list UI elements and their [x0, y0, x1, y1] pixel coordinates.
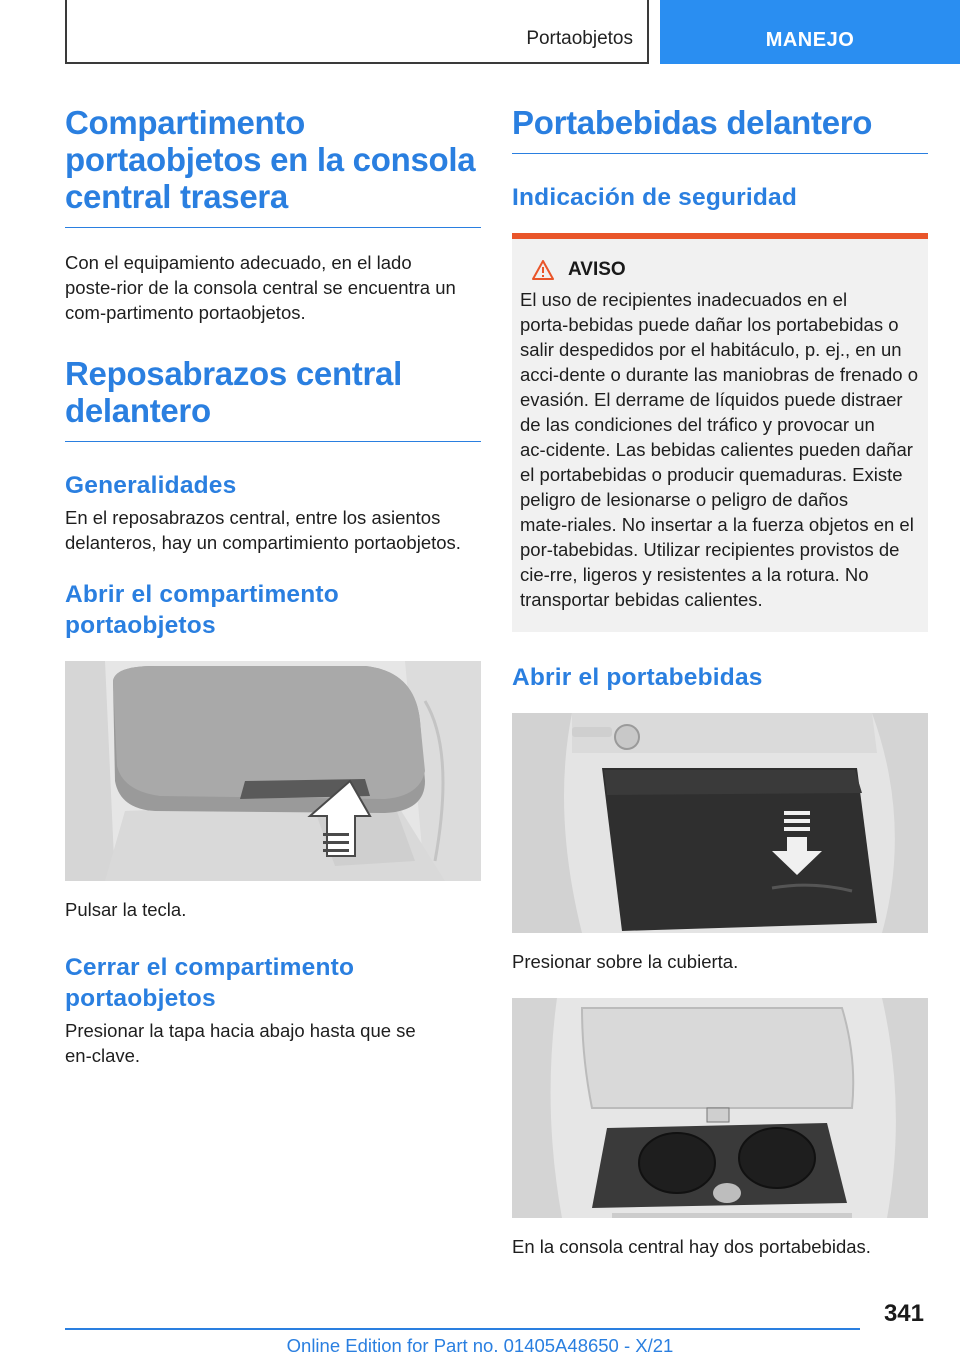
heading-front-cupholder: Portabebidas delantero	[512, 104, 928, 154]
header-chapter-label: MANEJO	[765, 29, 855, 51]
text-general: En el reposabrazos central, entre los asientos delanteros, hay un compartimiento portaobjetos.	[65, 507, 461, 553]
text-close-compartment: Presionar la tapa hacia abajo hasta que se en‑clave.	[65, 1020, 416, 1066]
cupholders-open-image	[512, 998, 928, 1218]
header-chapter-tab	[660, 0, 960, 64]
left-column	[65, 104, 481, 1068]
page-number: 341	[883, 1300, 924, 1327]
cupholder-cover-illustration	[512, 713, 928, 933]
header-section-box	[65, 0, 649, 64]
warning-title: AVISO	[568, 259, 626, 280]
footer-edition-text: Online Edition for Part no. 01405A48650 - X/21	[286, 1335, 674, 1356]
heading-close-compartment: Cerrar el compartimento portaobjetos	[65, 954, 355, 1012]
heading-front-armrest: Reposabrazos central delantero	[65, 355, 481, 442]
armrest-illustration	[65, 661, 481, 881]
heading-general: Generalidades	[65, 472, 237, 499]
footer-rule	[65, 1328, 860, 1330]
heading-open-cupholder: Abrir el portabebidas	[512, 664, 763, 691]
text-rear-compartment: Con el equipamiento adecuado, en el lado poste‑rior de la consola central se encuentra un com‑partimento portaobjetos.	[65, 252, 456, 323]
footer-edition	[0, 1335, 960, 1357]
warning-text: El uso de recipientes inadecuados en el porta‑bebidas puede dañar los portabebidas o salir despedidos por el habitáculo, p. ej., en un acci‑dente o durante las maniobras de frenado o evasión. El derrame de líquidos puede distraer de las condiciones del tráfico y provocar un ac‑cidente. Las bebidas calientes pueden dañar el portabebidas o producir quemaduras. Existe peligro de lesionarse o peligro de daños mate‑riales. No insertar a la fuerza objetos en el por‑tabebidas. Utilizar recipientes provistos de cie‑rre, ligeros y resistentes a la rotura. No transportar bebidas calientes.	[520, 289, 919, 610]
armrest-image	[65, 661, 481, 881]
cupholders-open-illustration	[512, 998, 928, 1218]
header-section-title: Portaobjetos	[526, 28, 633, 49]
cupholder-cover-image	[512, 713, 928, 933]
right-column	[512, 104, 928, 1259]
heading-open-compartment: Abrir el compartimento portaobjetos	[65, 581, 339, 639]
warning-header	[520, 259, 918, 281]
warning-triangle-icon	[532, 260, 554, 280]
caption-press-cover: Presionar sobre la cubierta.	[512, 951, 739, 972]
heading-rear-compartment: Compartimento portaobjetos en la consola central trasera	[65, 104, 481, 228]
heading-safety-note: Indicación de seguridad	[512, 184, 798, 211]
caption-press-button: Pulsar la tecla.	[65, 899, 187, 920]
caption-two-cupholders: En la consola central hay dos portabebidas.	[512, 1236, 871, 1257]
warning-box	[512, 239, 928, 632]
